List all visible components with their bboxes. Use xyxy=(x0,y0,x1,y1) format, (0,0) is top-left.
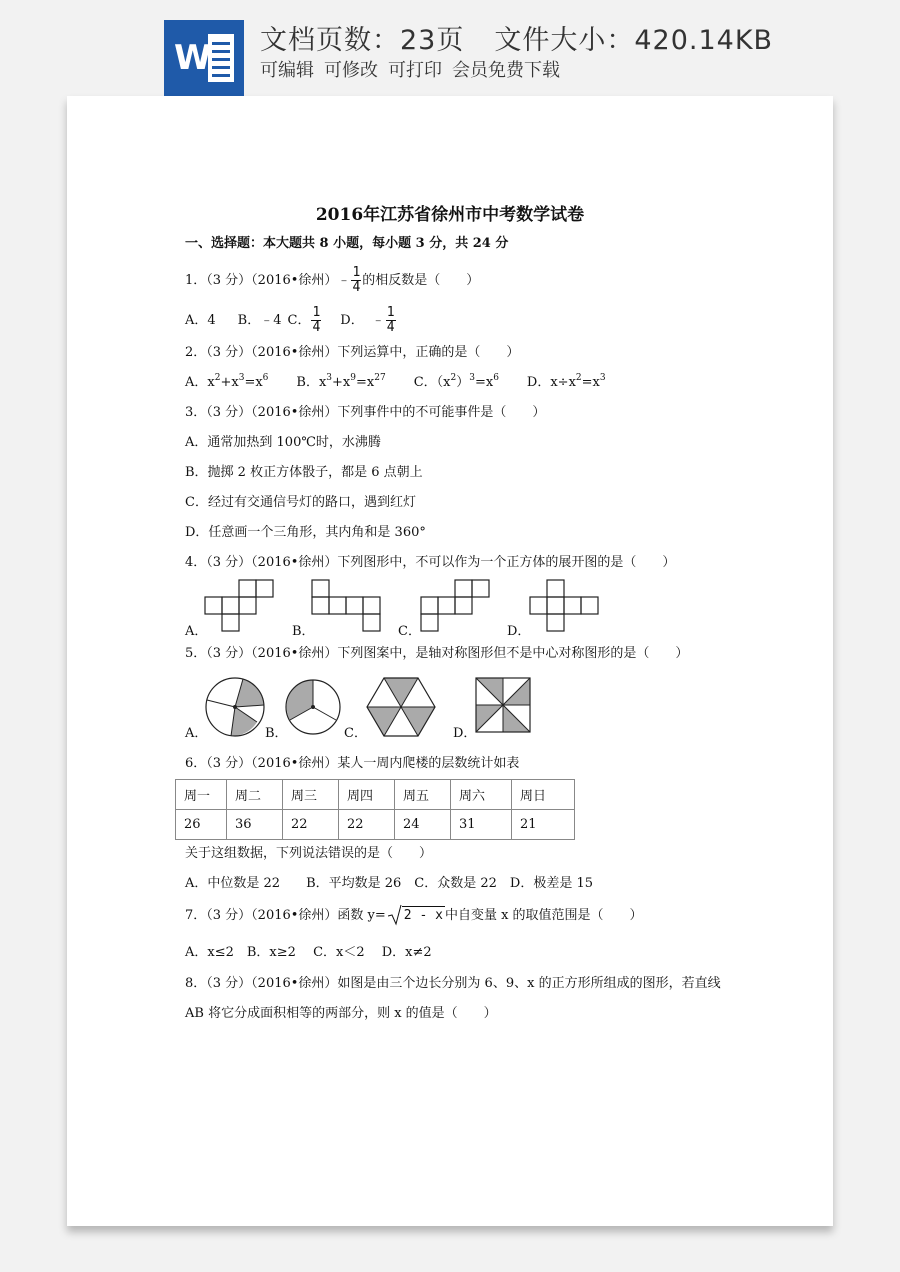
download-banner xyxy=(0,0,900,96)
question-6: 6．（3 分）（2016•徐州）某人一周内爬楼的层数统计如表 xyxy=(185,756,520,771)
question-4: 4．（3 分）（2016•徐州）下列图形中，不可以作为一个正方体的展开图的是（ ） xyxy=(185,555,676,570)
page-count: 文档页数：23页 xyxy=(260,25,465,56)
fraction: $\frac{1}{4}$ xyxy=(352,265,361,295)
net-b xyxy=(312,580,380,631)
exam-title: 2016年江苏省徐州市中考数学试卷 xyxy=(315,205,585,225)
file-size: 文件大小：420.14KB xyxy=(494,25,774,56)
question-3-option-d: D．任意画一个三角形，其内角和是 360° xyxy=(185,525,426,540)
q5-label-a: A． xyxy=(185,726,208,741)
question-8-line-2: AB 将它分成面积相等的两部分，则 x 的值是（ ） xyxy=(185,1006,497,1021)
section-heading: 一、选择题：本大题共 8 小题，每小题 3 分，共 24 分 xyxy=(185,236,509,251)
table-header-row: 周一 周二 周三 周四 周五 周六 周日 xyxy=(176,780,575,810)
q5-label-c: C． xyxy=(344,726,367,741)
q4-label-d: D． xyxy=(507,624,531,639)
feature-free-download: 会员免费下载 xyxy=(452,60,560,81)
hexagon-c xyxy=(367,678,435,736)
q5-label-b: B． xyxy=(265,726,288,741)
q4-label-a: A． xyxy=(185,624,208,639)
question-8-line-1: 8．（3 分）（2016•徐州）如图是由三个边长分别为 6、9、x 的正方形所组成的图形，若直线 xyxy=(185,976,721,991)
question-3-option-c: C．经过有交通信号灯的路口，遇到红灯 xyxy=(185,495,416,510)
question-2-options: A．$x^2+x^3=x^6$ B．$x^3+x^9=x^{27}$ C．$(x^2)^3=x^6$ D．$x\div x^2=x^3$ xyxy=(185,373,606,390)
question-3-option-b: B．抛掷 2 枚正方体骰子，都是 6 点朝上 xyxy=(185,465,423,480)
question-5: 5．（3 分）（2016•徐州）下列图案中，是轴对称图形但不是中心对称图形的是（ ） xyxy=(185,646,689,661)
question-3: 3．（3 分）（2016•徐州）下列事件中的不可能事件是（ ） xyxy=(185,405,546,420)
document-page xyxy=(67,96,833,1226)
feature-printable: 可打印 xyxy=(388,60,442,81)
q5-label-d: D． xyxy=(453,726,477,741)
feature-editable: 可编辑 xyxy=(260,60,314,81)
question-7: 7．（3 分）（2016•徐州）函数 y= 2 - x 中自变量 x 的取值范围是（ ） xyxy=(185,906,643,925)
net-d xyxy=(530,580,598,631)
square-d xyxy=(476,678,530,732)
circle-b xyxy=(286,680,340,734)
word-document-icon: W xyxy=(164,20,244,96)
q4-label-c: C． xyxy=(398,624,421,639)
floor-count-table xyxy=(175,779,575,840)
net-a xyxy=(205,580,273,631)
question-3-option-a: A．通常加热到 100℃时，水沸腾 xyxy=(185,435,381,450)
question-6-options: A．中位数是 22 B．平均数是 26 C．众数是 22 D．极差是 15 xyxy=(185,876,594,891)
feature-list xyxy=(260,56,570,82)
doc-info xyxy=(260,18,773,57)
question-1-options: A．4 B．﹣4 C． $\frac{1}{4}$ D． ﹣ $\frac{1}{4}$ xyxy=(185,305,395,335)
table-row: 26 36 22 22 24 31 21 xyxy=(176,810,575,840)
question-2: 2．（3 分）（2016•徐州）下列运算中，正确的是（ ） xyxy=(185,345,520,360)
square-root: 2 - x xyxy=(388,906,445,925)
question-5-figures xyxy=(206,678,536,740)
net-c xyxy=(421,580,489,631)
question-6-prompt: 关于这组数据，下列说法错误的是（ ） xyxy=(185,846,433,861)
question-7-options: A．x≤2 B．x≥2 C．x＜2 D．x≠2 xyxy=(185,945,432,960)
question-1: 1．（3 分）（2016•徐州）﹣ $\frac{1}{4}$ 的相反数是（ ） xyxy=(185,265,480,295)
feature-modifiable: 可修改 xyxy=(324,60,378,81)
circle-a xyxy=(206,678,264,736)
q4-label-b: B． xyxy=(292,624,315,639)
